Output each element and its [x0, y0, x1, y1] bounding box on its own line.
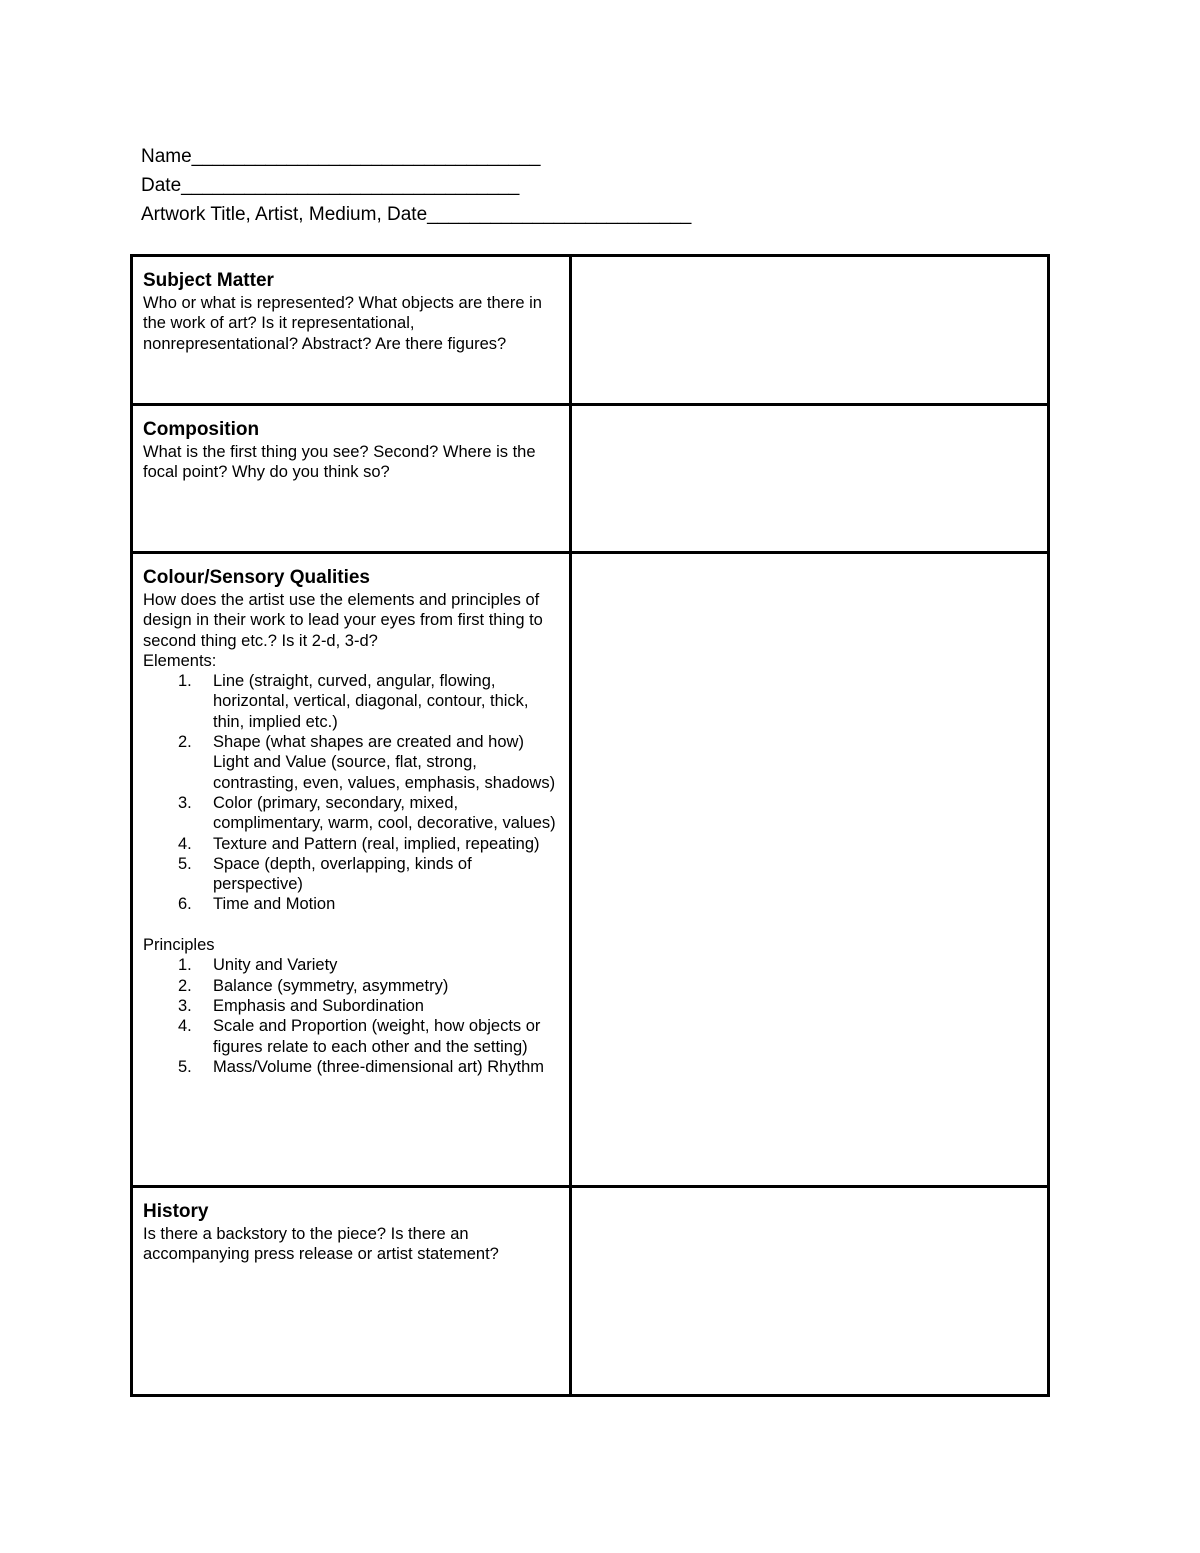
analysis-table [130, 254, 1050, 1397]
table-row-history [133, 1188, 1047, 1394]
list-item: 4. Scale and Proportion (weight, how objects or figures relate to each other and the setting) [178, 1017, 541, 1056]
list-item: 5. Space (depth, overlapping, kinds of perspective) [178, 854, 472, 894]
principles-list [143, 955, 561, 1077]
list-item: 3. Color (primary, secondary, mixed, complimentary, warm, cool, decorative, values) [178, 793, 556, 833]
answer-cell-composition[interactable] [572, 406, 1047, 551]
date-field-line[interactable]: Date________________________________ [141, 175, 520, 196]
prompt-cell-composition [133, 406, 572, 551]
list-item: 1. Unity and Variety [178, 956, 338, 975]
spacer [143, 915, 561, 935]
section-description-continued: second thing etc.? Is it 2-d, 3-d? [143, 631, 378, 650]
list-item: 5. Mass/Volume (three-dimensional art) Rhythm [178, 1057, 545, 1076]
prompt-cell-subject-matter [133, 257, 572, 403]
table-row-composition [133, 406, 1047, 554]
section-title: Composition [143, 419, 260, 440]
table-row-colour-sensory [133, 554, 1047, 1188]
answer-cell-colour-sensory[interactable] [572, 554, 1047, 1185]
prompt-cell-colour-sensory [133, 554, 572, 1185]
section-description: What is the first thing you see? Second? Where is the focal point? Why do you think so? [143, 443, 536, 482]
list-item: 2. Balance (symmetry, asymmetry) [178, 976, 449, 995]
worksheet-header [141, 142, 691, 229]
section-title: History [143, 1201, 209, 1222]
section-title: Colour/Sensory Qualities [143, 567, 370, 588]
section-description: Is there a backstory to the piece? Is there an accompanying press release or artist statement? [143, 1225, 499, 1264]
section-description: How does the artist use the elements and principles of design in their work to lead your eyes from first thing to [143, 591, 543, 630]
elements-list [143, 671, 561, 915]
list-item: 3. Emphasis and Subordination [178, 996, 424, 1015]
table-row-subject-matter [133, 257, 1047, 406]
principles-label: Principles [143, 936, 215, 955]
answer-cell-subject-matter[interactable] [572, 257, 1047, 403]
prompt-cell-history [133, 1188, 572, 1394]
section-title: Subject Matter [143, 270, 274, 291]
section-description: Who or what is represented? What objects are there in the work of art? Is it representational, nonrepresentational? Abstract? Are there figures? [143, 294, 542, 353]
artwork-field-line[interactable]: Artwork Title, Artist, Medium, Date_________________________ [141, 204, 692, 225]
list-item: 6. Time and Motion [178, 895, 336, 914]
answer-cell-history[interactable] [572, 1188, 1047, 1394]
list-item: 1. Line (straight, curved, angular, flowing, horizontal, vertical, diagonal, contour, thick, thin, implied etc.) [178, 672, 529, 731]
list-item: 4. Texture and Pattern (real, implied, repeating) [178, 834, 540, 853]
list-item: 2. Shape (what shapes are created and how) Light and Value (source, flat, strong, contrasting, even, values, emphasis, shadows) [178, 733, 556, 792]
elements-label: Elements: [143, 651, 217, 670]
name-field-line[interactable]: Name_________________________________ [141, 146, 541, 167]
